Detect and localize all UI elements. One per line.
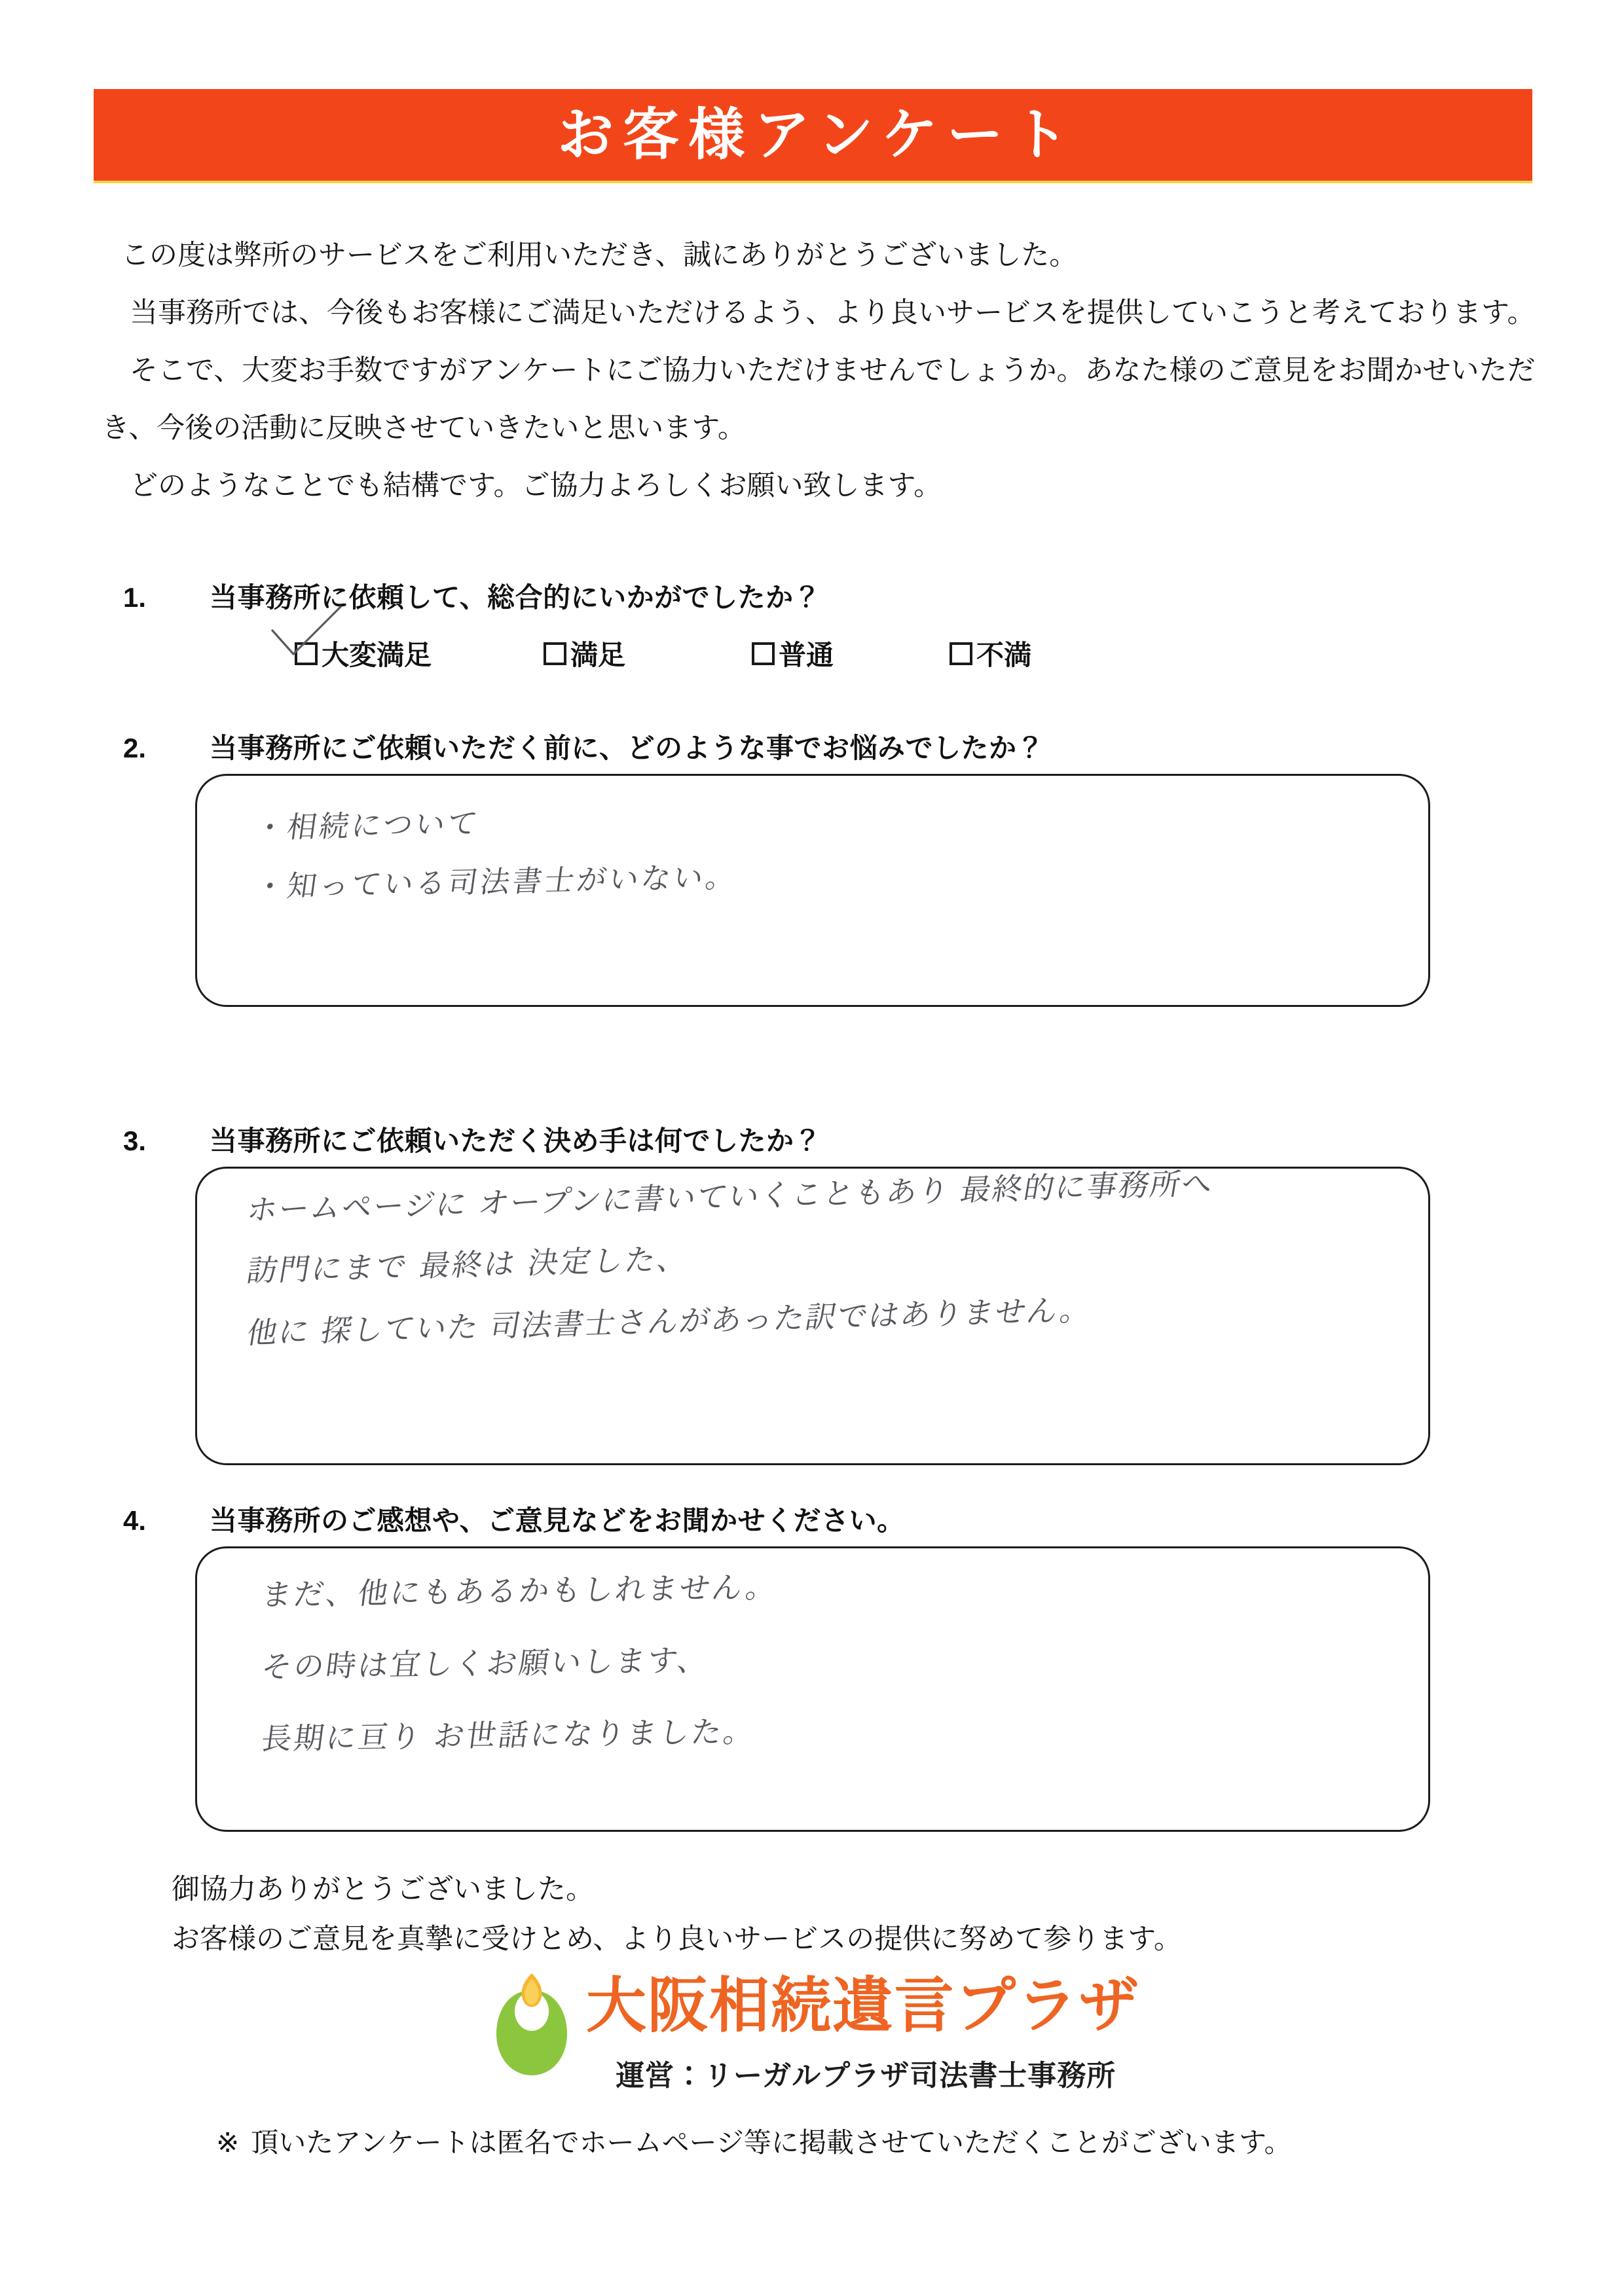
leaf-flame-logo-icon — [492, 1973, 571, 2078]
page-title: お客様アンケート — [557, 103, 1078, 166]
question-3 — [123, 1120, 822, 1159]
answer-3-line-3: 他に 探していた 司法書士さんがあった訳ではありません。 — [244, 1292, 1096, 1351]
logo-subtitle: 運営：リーガルプラザ司法書士事務所 — [616, 2060, 1116, 2092]
question-4-text: 当事務所のご感想や、ご意見などをお聞かせください。 — [210, 1505, 905, 1536]
question-2-text: 当事務所にご依頼いただく前に、どのような事でお悩みでしたか？ — [210, 733, 1045, 763]
checkbox-normal[interactable] — [752, 642, 775, 665]
intro-line-2: 当事務所では、今後もお客様にご満足いただけるよう、より良いサービスを提供していこうと考えております。 — [130, 297, 1536, 329]
question-1-text: 当事務所に依頼して、総合的にいかがでしたか？ — [210, 582, 822, 613]
question-4 — [123, 1499, 905, 1539]
option-normal[interactable] — [752, 634, 834, 673]
intro-text — [101, 227, 1549, 515]
question-1-number: 1. — [123, 582, 147, 613]
intro-line-1: この度は弊所のサービスをご利用いただき、誠にありがとうございました。 — [121, 240, 1078, 271]
option-dissatisfied[interactable] — [950, 634, 1031, 673]
checkbox-satisfied[interactable] — [544, 642, 566, 665]
question-2-number: 2. — [123, 733, 147, 763]
option-very-satisfied-label: 大変満足 — [322, 640, 432, 670]
question-4-number: 4. — [123, 1505, 147, 1536]
answer-3-line-2: 訪門にまで 最終は 決定した、 — [244, 1241, 693, 1288]
option-satisfied-label: 満足 — [570, 640, 626, 670]
question-3-number: 3. — [123, 1125, 147, 1156]
checkbox-dissatisfied[interactable] — [950, 642, 972, 665]
answer-4-line-2: その時は宜しくお願いします、 — [259, 1642, 712, 1685]
banner-underline — [94, 181, 1532, 183]
question-1 — [123, 576, 821, 615]
question-3-text: 当事務所にご依頼いただく決め手は何でしたか？ — [210, 1125, 822, 1156]
answer-2-line-2: ・知っている司法書士がいない。 — [252, 859, 741, 904]
closing-text — [172, 1865, 1481, 1964]
option-very-satisfied[interactable] — [295, 634, 432, 673]
footnote-text: 頂いたアンケートは匿名でホームページ等に掲載させていただくことがございます。 — [251, 2127, 1292, 2158]
logo-company-name: 大阪相続遺言プラザ — [586, 1973, 1141, 2039]
option-normal-label: 普通 — [779, 640, 834, 670]
intro-line-4: どのようなことでも結構です。ご協力よろしくお願い致します。 — [130, 470, 942, 501]
company-logo — [485, 1969, 1179, 2100]
checkbox-very-satisfied[interactable] — [295, 642, 318, 665]
closing-line-2: お客様のご意見を真摯に受けとめ、より良いサービスの提供に努めて参ります。 — [172, 1923, 1182, 1955]
answer-4-line-1: まだ、他にもあるかもしれません。 — [259, 1569, 781, 1613]
footnote — [216, 2121, 1292, 2160]
answer-4-line-3: 長期に亘り お世話になりました。 — [259, 1713, 758, 1757]
answer-2-line-1: ・相続について — [252, 805, 483, 845]
option-satisfied[interactable] — [544, 634, 625, 673]
answer-3-line-1: ホームページに オープンに書いていくこともあり 最終的に事務所へ — [244, 1165, 1217, 1228]
closing-line-1: 御協力ありがとうございました。 — [172, 1874, 594, 1905]
option-dissatisfied-label: 不満 — [976, 640, 1032, 670]
question-2 — [123, 727, 1044, 766]
footnote-mark: ※ — [216, 2127, 240, 2158]
page-title-banner — [94, 89, 1532, 181]
intro-line-3: そこで、大変お手数ですがアンケートにご協力いただけませんでしょうか。あなた様のご意見をお聞かせいただき、今後の活動に反映させていきたいと思います。 — [101, 355, 1536, 444]
